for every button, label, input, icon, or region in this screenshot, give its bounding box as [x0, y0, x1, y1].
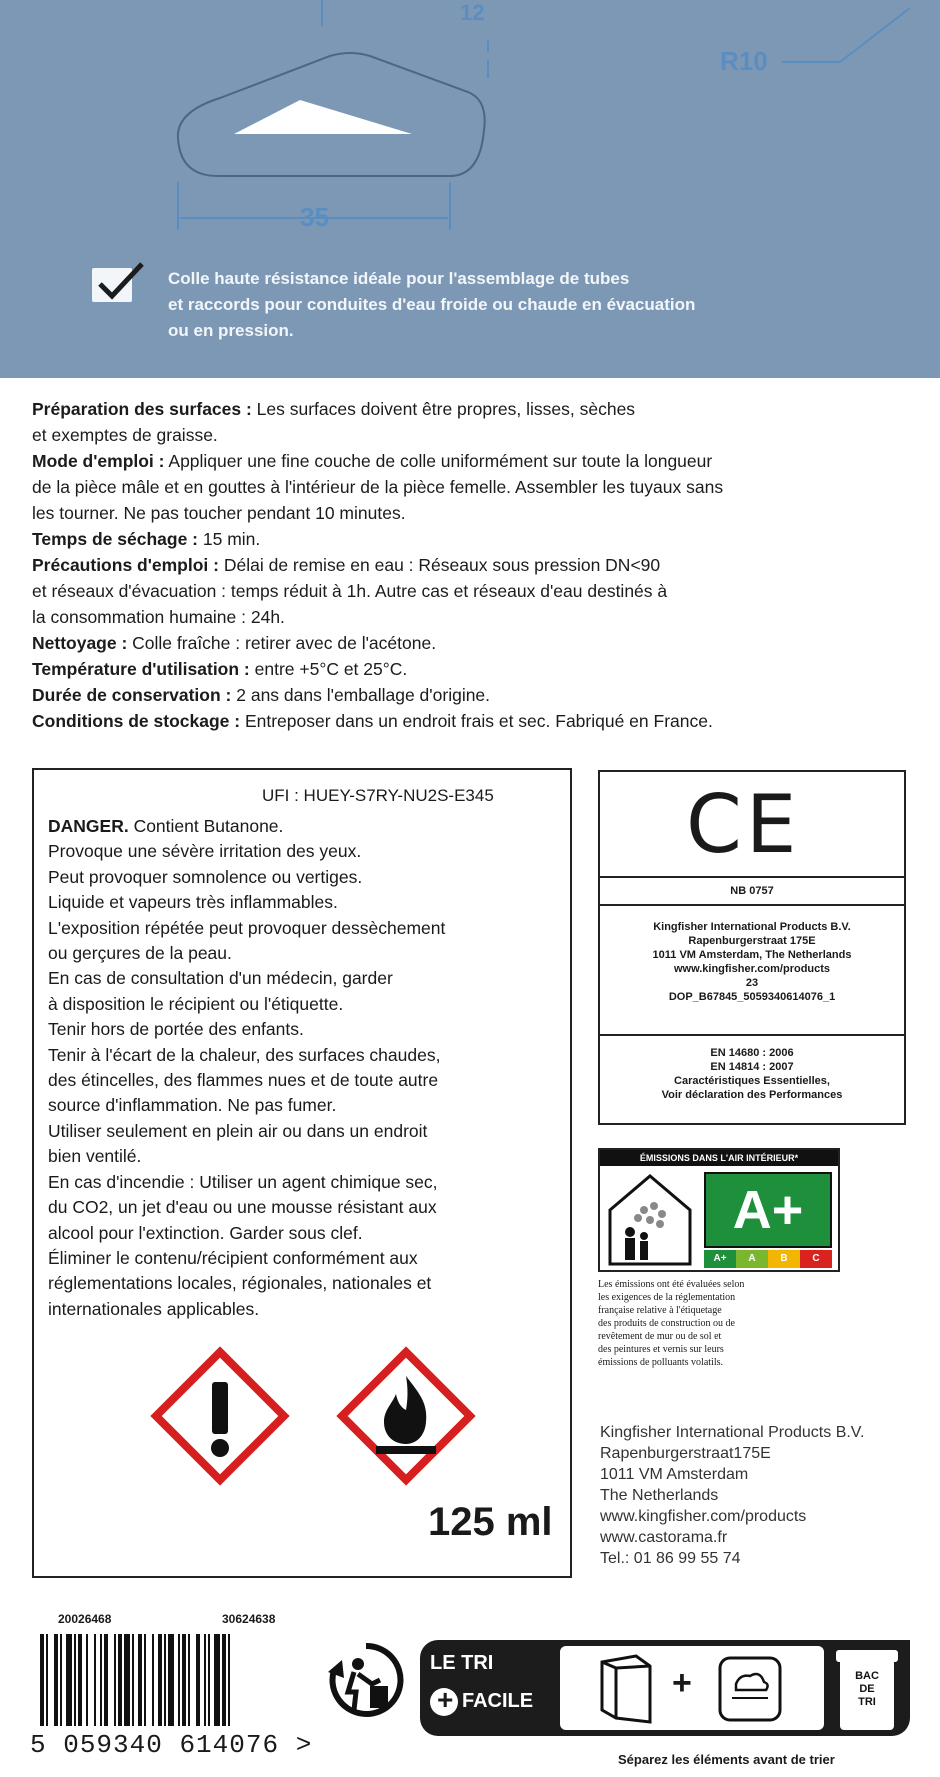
barcode-digits: 059340 [63, 1730, 163, 1760]
manufacturer-address [600, 1422, 864, 1569]
barcode-bar [138, 1634, 142, 1726]
ce-norm-line: Caractéristiques Essentielles, [674, 1075, 830, 1087]
hazard-line: à disposition le récipient ou l'étiquette. [48, 993, 344, 1014]
address-line: Tel.: 01 86 99 55 74 [600, 1550, 741, 1567]
emissions-text [598, 1278, 836, 1369]
bac-line: BAC [855, 1670, 879, 1682]
instr-text: 15 min. [198, 529, 261, 549]
product-code: 20026468 [58, 1612, 112, 1626]
danger-label: DANGER. [48, 816, 129, 836]
barcode-bar [152, 1634, 154, 1726]
address-line: 1011 VM Amsterdam [600, 1466, 749, 1483]
emissions-line: émissions de polluants volatils. [598, 1357, 723, 1368]
barcode-digits: 614076 [179, 1730, 280, 1760]
emissions-header: ÉMISSIONS DANS L'AIR INTÉRIEUR* [600, 1150, 838, 1166]
barcode [40, 1634, 300, 1728]
scale-aplus: A+ [704, 1250, 736, 1268]
address-line: The Netherlands [600, 1487, 719, 1504]
emissions-line: des peintures et vernis sur leurs [598, 1344, 724, 1355]
ce-company-line: 1011 VM Amsterdam, The Netherlands [652, 949, 852, 961]
triman-icon [326, 1640, 406, 1720]
barcode-bar [66, 1634, 72, 1726]
hazard-line: des étincelles, des flammes nues et de toute autre [48, 1070, 439, 1091]
bac-line: DE [859, 1683, 875, 1695]
barcode-bar [222, 1634, 226, 1726]
instr-label: Temps de séchage : [32, 529, 198, 549]
scale-a: A [736, 1250, 768, 1268]
emissions-line: française relative à l'étiquetage [598, 1305, 722, 1316]
barcode-bar [182, 1634, 186, 1726]
ce-norm-line: EN 14814 : 2007 [710, 1061, 794, 1073]
barcode-bar [86, 1634, 88, 1726]
dimension-width: 35 [300, 202, 329, 232]
ce-norm-line: EN 14680 : 2006 [710, 1047, 794, 1059]
notified-body: NB 0757 [730, 885, 774, 897]
barcode-end: > [295, 1730, 313, 1760]
barcode-bar [158, 1634, 162, 1726]
barcode-bar [118, 1634, 122, 1726]
barcode-digit: 5 [30, 1730, 47, 1760]
barcode-bar [144, 1634, 146, 1726]
hazard-line: du CO2, un jet d'eau ou une mousse résistant aux [48, 1197, 437, 1218]
instr-label: Mode d'emploi : [32, 451, 165, 471]
emissions-line: Les émissions ont été évaluées selon [598, 1279, 745, 1290]
hazard-line: source d'inflammation. Ne pas fumer. [48, 1095, 337, 1116]
barcode-bar [124, 1634, 130, 1726]
hazard-line: Provoque une sévère irritation des yeux. [48, 841, 362, 862]
barcode-bar [100, 1634, 102, 1726]
hazard-line: internationales applicables. [48, 1298, 260, 1319]
barcode-bar [196, 1634, 200, 1726]
barcode-bar [228, 1634, 230, 1726]
barcode-bar [46, 1634, 48, 1726]
barcode-bar [60, 1634, 62, 1726]
hazard-line: Tenir à l'écart de la chaleur, des surfaces chaudes, [48, 1044, 441, 1065]
barcode-bar [54, 1634, 58, 1726]
barcode-bar [164, 1634, 166, 1726]
usage-instructions [32, 396, 912, 734]
instr-label: Nettoyage : [32, 633, 128, 653]
ce-company-line: DOP_B67845_5059340614076_1 [668, 991, 836, 1003]
emissions-grade: A+ [704, 1172, 832, 1248]
barcode-bar [178, 1634, 180, 1726]
address-line: Rapenburgerstraat175E [600, 1445, 771, 1462]
barcode-bar [40, 1634, 44, 1726]
ce-norms [600, 1046, 904, 1102]
bac-line: TRI [858, 1696, 876, 1708]
claim-line: Colle haute résistance idéale pour l'assemblage de tubes [168, 269, 630, 288]
product-volume: 125 ml [428, 1500, 553, 1544]
hazard-line: ou gerçures de la peau. [48, 943, 232, 964]
house-icon [604, 1170, 698, 1268]
bac-de-tri-label [846, 1670, 888, 1709]
hazard-line: Tenir hors de portée des enfants. [48, 1019, 304, 1040]
hazard-line: bien ventilé. [48, 1146, 142, 1167]
emissions-scale [704, 1250, 832, 1268]
claim-line: et raccords pour conduites d'eau froide ou chaude en évacuation [168, 295, 696, 314]
barcode-bar [214, 1634, 220, 1726]
instr-text: les tourner. Ne pas toucher pendant 10 minutes. [32, 503, 406, 523]
hazard-line: En cas d'incendie : Utiliser un agent chimique sec, [48, 1171, 438, 1192]
flame-hazard-icon [336, 1346, 476, 1486]
ce-divider [600, 876, 904, 878]
plus-glyph: + [437, 1684, 454, 1715]
barcode-bar [188, 1634, 190, 1726]
ce-company [600, 920, 904, 1004]
ce-company-line: Kingfisher International Products B.V. [653, 921, 851, 933]
carton-icon [596, 1652, 656, 1726]
exclamation-hazard-icon [150, 1346, 290, 1486]
ce-company-line: www.kingfisher.com/products [673, 963, 831, 975]
hazard-line: L'exposition répétée peut provoquer dessèchement [48, 917, 446, 938]
barcode-bar [114, 1634, 116, 1726]
instr-text: Colle fraîche : retirer avec de l'acétone. [127, 633, 437, 653]
ce-norm-line: Voir déclaration des Performances [661, 1089, 843, 1101]
scale-b: B [768, 1250, 800, 1268]
ce-divider [600, 1034, 904, 1036]
tube-pack-icon [716, 1654, 784, 1724]
instr-text: Les surfaces doivent être propres, lisses, sèches [251, 399, 636, 419]
danger-text: Contient Butanone. [128, 816, 284, 836]
hazard-line: alcool pour l'extinction. Garder sous clef. [48, 1222, 363, 1243]
barcode-bar [132, 1634, 134, 1726]
instr-label: Précautions d'emploi : [32, 555, 219, 575]
address-line: www.castorama.fr [600, 1529, 728, 1546]
ce-company-line: 23 [745, 977, 759, 989]
instr-label: Durée de conservation : [32, 685, 232, 705]
dimension-radius: R10 [720, 46, 768, 76]
dimension-height: 12 [460, 0, 485, 25]
hazard-line: Peut provoquer somnolence ou vertiges. [48, 866, 363, 887]
hazard-statements [48, 814, 558, 1322]
instr-text: Délai de remise en eau : Réseaux sous pression DN<90 [218, 555, 661, 575]
instr-label: Préparation des surfaces : [32, 399, 252, 419]
claim-line: ou en pression. [168, 321, 294, 340]
instr-text: Appliquer une fine couche de colle uniformément sur toute la longueur [164, 451, 713, 471]
instr-text: la consommation humaine : 24h. [32, 607, 285, 627]
address-line: www.kingfisher.com/products [600, 1508, 807, 1525]
hazard-line: réglementations locales, régionales, nationales et [48, 1273, 432, 1294]
ce-mark: CE [686, 778, 801, 871]
barcode-bar [208, 1634, 210, 1726]
emissions-line: revêtement de mur ou de sol et [598, 1331, 722, 1342]
instr-label: Température d'utilisation : [32, 659, 250, 679]
barcode-bar [104, 1634, 108, 1726]
product-code: 30624638 [222, 1612, 276, 1626]
instr-label: Conditions de stockage : [32, 711, 241, 731]
separate-instruction: Séparez les éléments avant de trier [618, 1752, 835, 1767]
emissions-line: des produits de construction ou de [598, 1318, 735, 1329]
scale-c: C [800, 1250, 832, 1268]
hazard-line: En cas de consultation d'un médecin, garder [48, 968, 393, 989]
ufi-code: UFI : HUEY-S7RY-NU2S-E345 [262, 786, 494, 805]
barcode-number [30, 1730, 312, 1760]
barcode-bar [74, 1634, 76, 1726]
emissions-line: les exigences de la réglementation [598, 1292, 736, 1303]
hazard-line: Utiliser seulement en plein air ou dans un endroit [48, 1120, 428, 1141]
facile-label: FACILE [462, 1690, 534, 1712]
hazard-line: Liquide et vapeurs très inflammables. [48, 892, 338, 913]
instr-text: entre +5°C et 25°C. [249, 659, 408, 679]
barcode-bar [78, 1634, 82, 1726]
barcode-bar [94, 1634, 96, 1726]
barcode-bar [204, 1634, 206, 1726]
instr-text: Entreposer dans un endroit frais et sec. Fabriqué en France. [240, 711, 713, 731]
tri-plus: + [672, 1664, 692, 1702]
hazard-line: Éliminer le contenu/récipient conformément aux [48, 1247, 418, 1268]
instr-text: 2 ans dans l'emballage d'origine. [231, 685, 491, 705]
instr-text: et réseaux d'évacuation : temps réduit à 1h. Autre cas et réseaux d'eau destinés à [32, 581, 668, 601]
product-claim [168, 266, 908, 344]
instr-text: de la pièce mâle et en gouttes à l'intérieur de la pièce femelle. Assembler les tuyaux sans [32, 477, 724, 497]
barcode-bar [168, 1634, 174, 1726]
address-line: Kingfisher International Products B.V. [600, 1424, 865, 1441]
instr-text: et exemptes de graisse. [32, 425, 218, 445]
ce-company-line: Rapenburgerstraat 175E [688, 935, 816, 947]
le-tri-label: LE TRI [430, 1652, 494, 1674]
ce-divider [600, 904, 904, 906]
